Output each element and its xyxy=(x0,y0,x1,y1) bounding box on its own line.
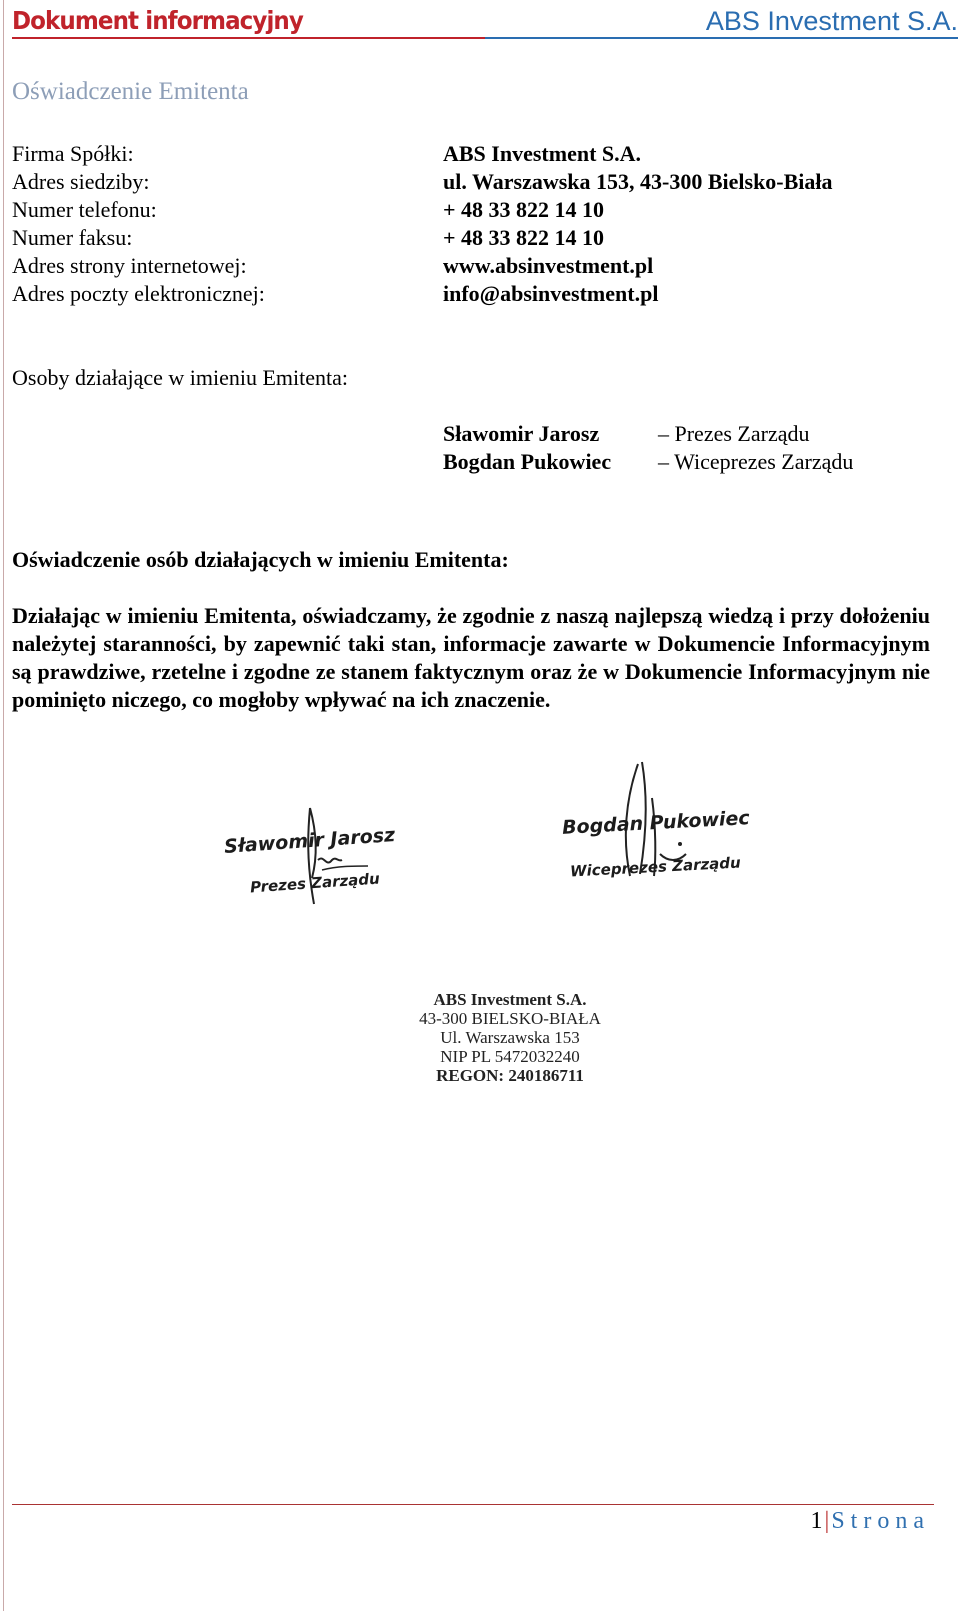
page-number: 1 xyxy=(810,1508,823,1534)
footer-rule xyxy=(12,1504,934,1505)
person-role: – Prezes Zarządu xyxy=(658,421,810,446)
person-row xyxy=(443,420,923,448)
info-value: ul. Warszawska 153, 43-300 Bielsko-Biała xyxy=(443,169,833,194)
statement-heading: Oświadczenie osób działających w imieniu Emitenta: xyxy=(12,547,509,572)
person-name: Sławomir Jarosz xyxy=(443,421,600,446)
info-row-email xyxy=(12,280,932,308)
header-rule-red xyxy=(12,37,485,39)
info-row-website xyxy=(12,252,932,280)
stamp-line: Ul. Warszawska 153 xyxy=(440,1028,580,1047)
info-value: + 48 33 822 14 10 xyxy=(443,197,605,222)
info-row-phone xyxy=(12,196,932,224)
statement-body: Działając w imieniu Emitenta, oświadczamy, że zgodnie z naszą najlepszą wiedzą i przy dołożeniu należytej staranności, by zapewnić taki stan, informacje zawarte w Dokumencie Informacyjnym są prawdziwe, rzetelne i zgodne ze stanem faktycznym oraz że w Dokumencie Informacyjnym nie pominięto niczego, co mogłoby wpływać na ich znaczenie. xyxy=(12,603,930,712)
page-footer xyxy=(811,1508,930,1535)
stamp-line: REGON: 240186711 xyxy=(436,1066,584,1085)
stamp-line: 43-300 BIELSKO-BIAŁA xyxy=(419,1009,601,1028)
company-stamp xyxy=(400,990,620,1090)
info-label: Adres siedziby: xyxy=(12,169,150,194)
info-label: Numer faksu: xyxy=(12,225,133,250)
header-rule-blue xyxy=(485,37,958,39)
info-value: info@absinvestment.pl xyxy=(443,281,659,306)
stamp-line: NIP PL 5472032240 xyxy=(440,1047,580,1066)
info-label: Firma Spółki: xyxy=(12,141,134,166)
person-name: Bogdan Pukowiec xyxy=(443,449,612,474)
signature-pukowiec xyxy=(556,758,756,888)
section-title: Oświadczenie Emitenta xyxy=(12,78,249,105)
info-row-fax xyxy=(12,224,932,252)
page-word: Strona xyxy=(831,1508,930,1534)
signature-printed-name: Sławomir Jarosz xyxy=(223,824,396,858)
person-role: – Wiceprezes Zarządu xyxy=(658,449,854,474)
info-value: + 48 33 822 14 10 xyxy=(443,225,605,250)
header-company-name: ABS Investment S.A. xyxy=(705,6,958,36)
header-document-title: Dokument informacyjny xyxy=(12,6,303,35)
signature-printed-name: Bogdan Pukowiec xyxy=(561,807,751,839)
person-row xyxy=(443,448,923,476)
info-label: Adres poczty elektronicznej: xyxy=(12,281,265,306)
page-left-border xyxy=(3,0,4,1611)
info-value: www.absinvestment.pl xyxy=(443,253,654,278)
signature-jarosz xyxy=(218,800,398,910)
persons-heading: Osoby działające w imieniu Emitenta: xyxy=(12,365,349,390)
footer-separator: | xyxy=(824,1508,830,1534)
info-row-company xyxy=(12,140,932,168)
signature-printed-role: Wiceprezes Zarządu xyxy=(569,853,742,881)
document-header xyxy=(12,4,958,40)
info-label: Numer telefonu: xyxy=(12,197,157,222)
info-value: ABS Investment S.A. xyxy=(443,141,642,166)
info-row-address xyxy=(12,168,932,196)
info-label: Adres strony internetowej: xyxy=(12,253,247,278)
signature-printed-role: Prezes Zarządu xyxy=(249,869,381,897)
stamp-line: ABS Investment S.A. xyxy=(433,990,587,1009)
